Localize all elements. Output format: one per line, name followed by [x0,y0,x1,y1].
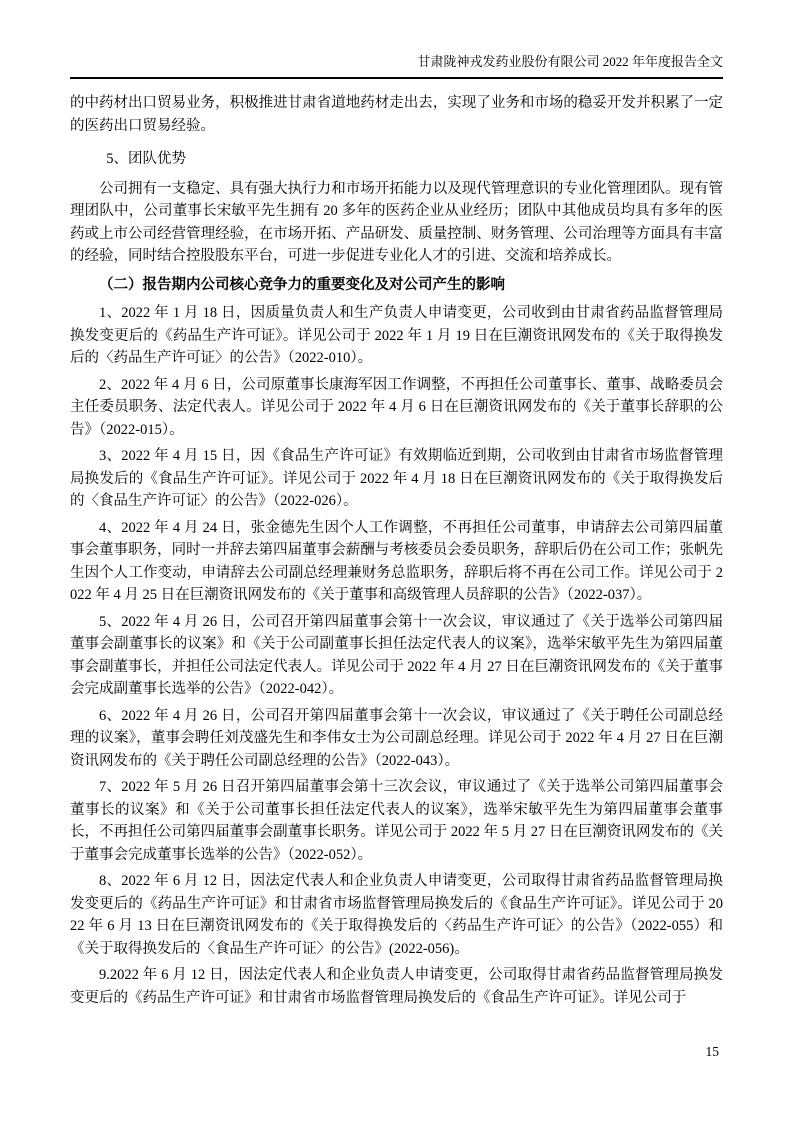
paragraph: 5、2022 年 4 月 26 日，公司召开第四届董事会第十一次会议，审议通过了《关于选举公司第四届董事会副董事长的议案》和《关于公司副董事长担任法定代表人的议案》，选举宋敏平先生为第四届董事会副董事长，并担任公司法定代表人。详见公司于 2022 年 4 月 27 日在巨潮资讯网发布的《关于董事会完成副董事长选举的公告》（2022-042）。 [70,613,723,697]
paragraph: 6、2022 年 4 月 26 日，公司召开第四届董事会第十一次会议，审议通过了《关于聘任公司副总经理的议案》，董事会聘任刘茂盛先生和李伟女士为公司副总经理。详见公司于 2022 年 4 月 27 日在巨潮资讯网发布的《关于聘任公司副总经理的公告》（2022-043）。 [70,707,723,769]
paragraph: 7、2022 年 5 月 26 日召开第四届董事会第十三次会议，审议通过了《关于选举公司第四届董事会董事长的议案》和《关于公司董事长担任法定代表人的议案》，选举宋敏平先生为第四届董事会董事长，不再担任公司第四届董事会副董事长职务。详见公司于 2022 年 5 月 27 日在巨潮资讯网发布的《关于董事会完成董事长选举的公告》（2022-052）。 [70,779,723,863]
paragraph: 9.2022 年 6 月 12 日，因法定代表人和企业负责人申请变更，公司取得甘肃省药品监督管理局换发变更后的《药品生产许可证》和甘肃省市场监督管理局换发后的《食品生产许可证》。详见公司于 [70,967,723,1006]
paragraph: 2、2022 年 4 月 6 日，公司原董事长康海军因工作调整，不再担任公司董事长、董事、战略委员会主任委员职务、法定代表人。详见公司于 2022 年 4 月 6 日在巨潮资讯网发布的《关于董事长辞职的公告》（2022-015）。 [70,376,723,438]
paragraph: 8、2022 年 6 月 12 日，因法定代表人和企业负责人申请变更，公司取得甘肃省药品监督管理局换发变更后的《药品生产许可证》和甘肃省市场监督管理局换发后的《食品生产许可证》。详见公司于 2022 年 6 月 13 日在巨潮资讯网发布的《关于取得换发后的〈药品生产许可证〉的公告》（2022-055）和《关于取得换发后的〈食品生产许可证〉的公告》(2022-056)。 [70,873,723,957]
document-body [70,79,723,1009]
section-heading: 5、团队优势 [106,151,186,167]
document-header-title: 甘肃陇神戎发药业股份有限公司 2022 年年度报告全文 [417,54,723,69]
paragraph: 公司拥有一支稳定、具有强大执行力和市场开拓能力以及现代管理意识的专业化管理团队。现有管理团队中，公司董事长宋敏平先生拥有 20 多年的医药企业从业经历；团队中其他成员均具有多年的医药或上市公司经营管理经验，在市场开拓、产品研发、质量控制、财务管理、公司治理等方面具有丰富的经验，同时结合控股股东平台，可进一步促进专业化人才的引进、交流和培养成长。 [70,180,723,264]
section-heading: （二）报告期内公司核心竞争力的重要变化及对公司产生的影响 [99,276,505,293]
page-number: 15 [705,1044,719,1059]
paragraph: 1、2022 年 1 月 18 日，因质量负责人和生产负责人申请变更，公司收到由甘肃省药品监督管理局换发变更后的《药品生产许可证》。详见公司于 2022 年 1 月 19 日在巨潮资讯网发布的《关于取得换发后的〈药品生产许可证〉的公告》（2022-010）。 [70,305,723,366]
paragraph: 3、2022 年 4 月 15 日，因《食品生产许可证》有效期临近到期，公司收到由甘肃省市场监督管理局换发后的《食品生产许可证》。详见公司于 2022 年 4 月 18 日在巨潮资讯网发布的《关于取得换发后的〈食品生产许可证〉的公告》（2022-026）。 [70,448,723,509]
document-header [70,54,723,79]
paragraph: 4、2022 年 4 月 24 日，张金德先生因个人工作调整，不再担任公司董事，申请辞去公司第四届董事会董事职务，同时一并辞去第四届董事会薪酬与考核委员会委员职务，辞职后仍在公司工作；张帆先生因个人工作变动，申请辞去公司副总经理兼财务总监职务，辞职后将不再在公司工作。详见公司于 2022 年 4 月 25 日在巨潮资讯网发布的《关于董事和高级管理人员辞职的公告》（2022-037）。 [70,519,723,603]
paragraph: 的中药材出口贸易业务，积极推进甘肃省道地药材走出去，实现了业务和市场的稳妥开发并积累了一定的医药出口贸易经验。 [70,95,723,134]
